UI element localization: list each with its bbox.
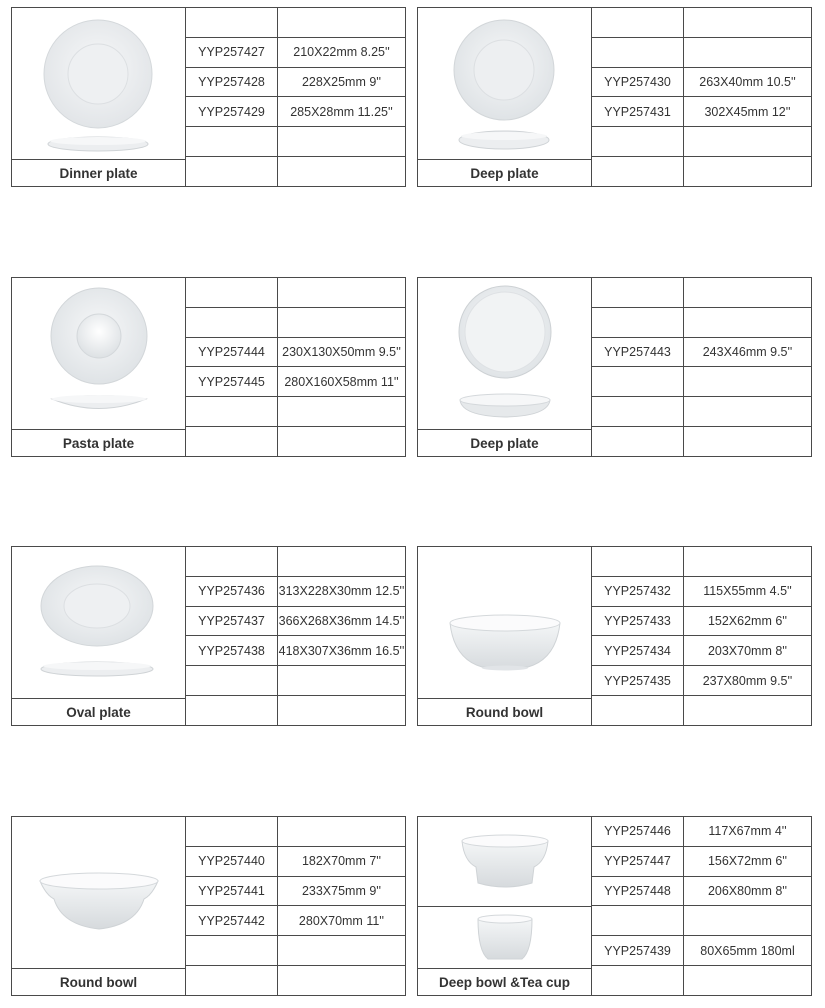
- product-card-pasta-plate: [11, 277, 406, 457]
- round-bowl-image: [418, 547, 591, 698]
- item-code: YYP257443: [592, 338, 684, 367]
- item-size: [278, 427, 405, 456]
- product-image-panel: [12, 278, 186, 456]
- item-size: 418X307X36mm 16.5'': [278, 643, 405, 658]
- spec-row: [592, 308, 811, 338]
- item-code: [592, 8, 684, 37]
- product-image-panel: [12, 817, 186, 995]
- item-code: YYP257432: [592, 577, 684, 606]
- spec-row: [592, 97, 811, 127]
- product-card-oval-plate: [11, 546, 406, 726]
- item-code: [592, 427, 684, 456]
- item-size: [684, 308, 811, 337]
- item-size: [278, 157, 405, 186]
- item-code: YYP257437: [186, 607, 278, 636]
- spec-row: [186, 127, 405, 157]
- spec-row: [592, 666, 811, 696]
- product-image-panel: [418, 278, 592, 456]
- spec-row: [186, 8, 405, 38]
- spec-row: [592, 127, 811, 157]
- item-size: [278, 8, 405, 37]
- item-size: 80X65mm 180ml: [700, 943, 795, 958]
- product-image-panel: [12, 547, 186, 725]
- item-size: 182X70mm 7'': [301, 854, 382, 869]
- item-size: [278, 696, 405, 725]
- spec-table: [186, 817, 405, 995]
- item-code: YYP257427: [186, 38, 278, 67]
- item-code: YYP257438: [186, 636, 278, 665]
- spec-table: [186, 8, 405, 186]
- deep-plate-image: [418, 278, 591, 429]
- product-image-panel: [12, 8, 186, 186]
- item-size: 117X67mm 4'': [708, 824, 787, 839]
- item-code: [186, 666, 278, 695]
- spec-row: [592, 338, 811, 368]
- item-size: [278, 817, 405, 846]
- spec-row: [592, 427, 811, 456]
- item-size: 206X80mm 8'': [707, 884, 788, 899]
- item-code: [186, 427, 278, 456]
- item-code: [592, 397, 684, 426]
- product-caption: Dinner plate: [12, 159, 185, 186]
- item-size: 228X25mm 9'': [301, 75, 382, 90]
- spec-row: [592, 817, 811, 847]
- item-code: YYP257434: [592, 636, 684, 665]
- item-code: [592, 906, 684, 935]
- product-caption: Round bowl: [418, 698, 591, 725]
- item-size: 115X55mm 4.5'': [703, 584, 792, 599]
- item-code: [592, 696, 684, 725]
- dinner-plate-image: [12, 8, 185, 159]
- spec-row: [592, 367, 811, 397]
- item-code: YYP257442: [186, 906, 278, 935]
- spec-row: [186, 607, 405, 637]
- spec-row: [186, 936, 405, 966]
- item-size: [684, 427, 811, 456]
- item-size: [278, 308, 405, 337]
- spec-row: [186, 97, 405, 127]
- item-code: [592, 308, 684, 337]
- item-code: [186, 397, 278, 426]
- item-code: [592, 157, 684, 186]
- item-size: 280X160X58mm 11'': [284, 374, 399, 389]
- item-code: YYP257439: [592, 936, 684, 965]
- tea-cup-image: [418, 907, 591, 968]
- spec-row: [592, 936, 811, 966]
- spec-row: [186, 847, 405, 877]
- item-size: [684, 157, 811, 186]
- spec-row: [186, 427, 405, 456]
- item-size: 203X70mm 8'': [707, 643, 788, 658]
- deep-bowl-image: [418, 817, 591, 907]
- item-code: YYP257436: [186, 577, 278, 606]
- item-size: 285X28mm 11.25'': [290, 104, 393, 119]
- spec-row: [592, 68, 811, 98]
- item-size: [278, 278, 405, 307]
- item-code: YYP257441: [186, 877, 278, 906]
- item-code: [186, 8, 278, 37]
- item-code: [186, 696, 278, 725]
- item-size: [684, 367, 811, 396]
- item-size: 263X40mm 10.5'': [699, 75, 796, 90]
- spec-row: [186, 817, 405, 847]
- spec-row: [186, 636, 405, 666]
- item-size: [278, 127, 405, 156]
- spec-row: [592, 8, 811, 38]
- product-image-panel: [418, 547, 592, 725]
- spec-table: [186, 278, 405, 456]
- item-code: [186, 127, 278, 156]
- spec-row: [186, 397, 405, 427]
- spec-table: [592, 8, 811, 186]
- item-code: [186, 817, 278, 846]
- product-image-panel: [418, 817, 592, 995]
- spec-row: [592, 577, 811, 607]
- item-code: YYP257448: [592, 877, 684, 906]
- product-caption: Oval plate: [12, 698, 185, 725]
- item-size: 313X228X30mm 12.5'': [278, 584, 405, 599]
- item-code: YYP257428: [186, 68, 278, 97]
- spec-row: [186, 547, 405, 577]
- product-caption: Deep plate: [418, 159, 591, 186]
- item-size: 230X130X50mm 9.5'': [282, 345, 401, 360]
- item-code: YYP257433: [592, 607, 684, 636]
- item-size: [684, 696, 811, 725]
- item-code: [186, 936, 278, 965]
- spec-row: [186, 157, 405, 186]
- item-size: [278, 966, 405, 995]
- oval-plate-image: [12, 547, 185, 698]
- spec-row: [186, 906, 405, 936]
- spec-table: [186, 547, 405, 725]
- spec-row: [186, 68, 405, 98]
- product-card-dinner-plate: [11, 7, 406, 187]
- item-code: YYP257435: [592, 666, 684, 695]
- item-code: [592, 367, 684, 396]
- spec-row: [186, 696, 405, 725]
- item-code: [592, 966, 684, 995]
- item-code: YYP257429: [186, 97, 278, 126]
- item-size: 152X62mm 6'': [707, 614, 788, 629]
- product-card-round-bowl-2: [11, 816, 406, 996]
- item-code: [592, 127, 684, 156]
- item-code: [186, 157, 278, 186]
- item-size: [278, 547, 405, 576]
- spec-row: [592, 157, 811, 186]
- item-size: [684, 397, 811, 426]
- spec-table: [592, 547, 811, 725]
- product-caption: Round bowl: [12, 968, 185, 995]
- round-bowl-image: [12, 817, 185, 968]
- item-size: [684, 966, 811, 995]
- product-card-deep-plate: [417, 7, 812, 187]
- item-size: 210X22mm 8.25'': [293, 45, 390, 60]
- pasta-plate-image: [12, 278, 185, 429]
- item-code: [592, 38, 684, 67]
- spec-row: [592, 877, 811, 907]
- spec-row: [186, 367, 405, 397]
- spec-row: [592, 607, 811, 637]
- item-size: [684, 8, 811, 37]
- product-card-deep-bowl-tea-cup: [417, 816, 812, 996]
- spec-row: [186, 38, 405, 68]
- spec-row: [186, 308, 405, 338]
- product-caption: Deep bowl &Tea cup: [418, 968, 591, 995]
- product-image-panel: [418, 8, 592, 186]
- item-size: 237X80mm 9.5'': [702, 673, 793, 688]
- product-caption: Pasta plate: [12, 429, 185, 456]
- item-size: 280X70mm 11'': [298, 913, 385, 928]
- product-caption: Deep plate: [418, 429, 591, 456]
- item-size: 156X72mm 6'': [707, 854, 788, 869]
- spec-table: [592, 817, 811, 995]
- item-code: YYP257444: [186, 338, 278, 367]
- item-size: 366X268X36mm 14.5'': [278, 614, 405, 629]
- item-size: 302X45mm 12'': [704, 104, 791, 119]
- item-size: 233X75mm 9'': [301, 884, 382, 899]
- deep-plate-image: [418, 8, 591, 159]
- item-code: YYP257430: [592, 68, 684, 97]
- item-size: [684, 278, 811, 307]
- spec-row: [592, 966, 811, 995]
- spec-row: [186, 877, 405, 907]
- spec-row: [592, 547, 811, 577]
- item-code: [592, 278, 684, 307]
- item-code: YYP257440: [186, 847, 278, 876]
- item-code: [186, 966, 278, 995]
- product-card-deep-plate-2: [417, 277, 812, 457]
- spec-row: [592, 696, 811, 725]
- item-size: [684, 127, 811, 156]
- item-size: [278, 397, 405, 426]
- spec-row: [186, 966, 405, 995]
- item-size: [278, 666, 405, 695]
- item-code: YYP257446: [592, 817, 684, 846]
- item-code: YYP257431: [592, 97, 684, 126]
- spec-row: [186, 666, 405, 696]
- item-code: [592, 547, 684, 576]
- spec-row: [186, 577, 405, 607]
- item-code: [186, 547, 278, 576]
- spec-row: [592, 906, 811, 936]
- item-code: YYP257447: [592, 847, 684, 876]
- spec-table: [592, 278, 811, 456]
- spec-row: [186, 278, 405, 308]
- item-code: [186, 278, 278, 307]
- spec-row: [592, 397, 811, 427]
- item-code: YYP257445: [186, 367, 278, 396]
- spec-row: [186, 338, 405, 368]
- spec-row: [592, 38, 811, 68]
- item-size: [684, 38, 811, 67]
- item-size: [684, 547, 811, 576]
- spec-row: [592, 278, 811, 308]
- item-code: [186, 308, 278, 337]
- spec-row: [592, 847, 811, 877]
- item-size: 243X46mm 9.5'': [702, 345, 793, 360]
- spec-row: [592, 636, 811, 666]
- item-size: [278, 936, 405, 965]
- item-size: [684, 906, 811, 935]
- product-card-round-bowl: [417, 546, 812, 726]
